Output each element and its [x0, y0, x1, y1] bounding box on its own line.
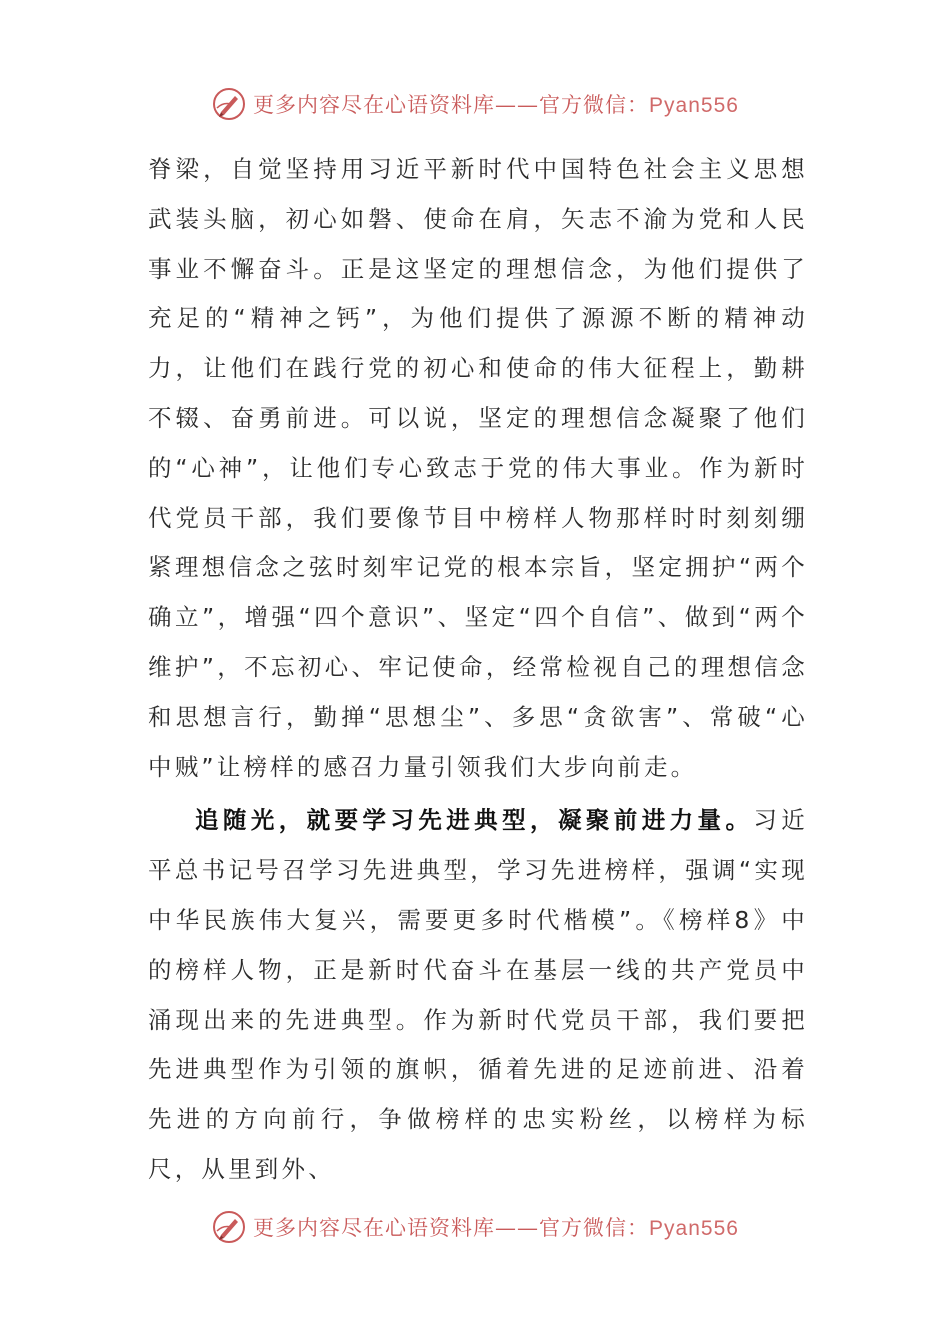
footer-site: 更多内容尽在心语资料库	[253, 1216, 496, 1240]
header-banner	[0, 84, 950, 124]
paragraph-2	[148, 796, 808, 1194]
footer-banner	[0, 1207, 950, 1247]
paragraph-2-text: 习近平总书记号召学习先进典型，学习先进榜样，强调“实现中华民族伟大复兴，需要更多时代楷模”。《榜样8》中的榜样人物，正是新时代奋斗在基层一线的共产党员中涌现出来的先进典型。作为新时代党员干部，我们要把先进典型作为引领的旗帜，循着先进的足迹前进、沿着先进的方向前行，争做榜样的忠实粉丝，以榜样为标尺，从里到外、	[148, 806, 808, 1183]
paragraph-1: 脊梁，自觉坚持用习近平新时代中国特色社会主义思想武装头脑，初心如磐、使命在肩，矢志不渝为党和人民事业不懈奋斗。正是这坚定的理想信念，为他们提供了充足的“精神之钙”，为他们提供了源源不断的精神动力，让他们在践行党的初心和使命的伟大征程上，勤耕不辍、奋勇前进。可以说，坚定的理想信念凝聚了他们的“心神”，让他们专心致志于党的伟大事业。作为新时代党员干部，我们要像节目中榜样人物那样时时刻刻绷紧理想信念之弦时刻牢记党的根本宗旨，坚定拥护“两个确立”，增强“四个意识”、坚定“四个自信”、做到“两个维护”，不忘初心、牢记使命，经常检视自己的理想信念和思想言行，勤掸“思想尘”、多思“贪欲害”、常破“心中贼”让榜样的感召力量引领我们大步向前走。	[148, 155, 808, 781]
header-separator: ——	[495, 93, 540, 117]
header-wechat-id: Pyan556	[649, 94, 739, 117]
footer-separator: ——	[495, 1216, 540, 1240]
pen-logo-icon	[211, 86, 247, 122]
pen-logo-icon	[211, 1209, 247, 1245]
footer-text	[253, 1212, 739, 1242]
header-wechat-label: 官方微信：	[539, 93, 650, 117]
footer-wechat-label: 官方微信：	[539, 1216, 650, 1240]
header-text	[253, 89, 739, 119]
document-body	[148, 145, 808, 1195]
footer-wechat-id: Pyan556	[649, 1217, 739, 1240]
header-site: 更多内容尽在心语资料库	[253, 93, 496, 117]
paragraph-2-heading: 追随光，就要学习先进典型，凝聚前进力量。	[195, 806, 754, 835]
